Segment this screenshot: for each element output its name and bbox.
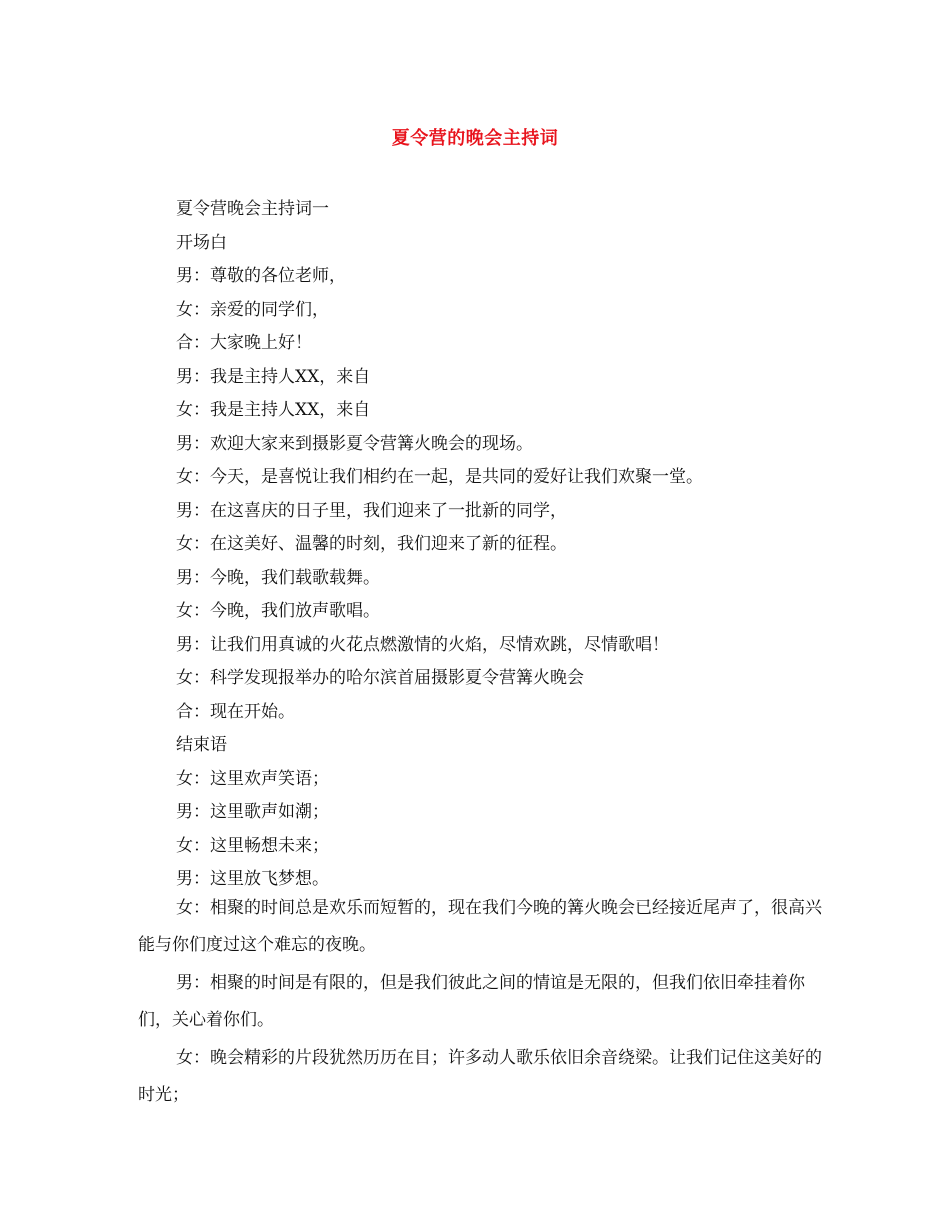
dialogue-line: 女：今天，是喜悦让我们相约在一起，是共同的爱好让我们欢聚一堂。 — [176, 467, 703, 487]
paragraph: 男：相聚的时间是有限的，但是我们彼此之间的情谊是无限的，但我们依旧牵挂着你们，关心着你们。 — [138, 973, 805, 1030]
paragraph: 女：晚会精彩的片段犹然历历在目；许多动人歌乐依旧余音绕梁。让我们记住这美好的时光； — [138, 1048, 822, 1105]
dialogue-line: 女：今晚，我们放声歌唱。 — [176, 601, 380, 621]
dialogue-line: 女：我是主持人XX，来自 — [176, 400, 371, 420]
section-heading-opening: 开场白 — [176, 232, 227, 253]
subtitle: 夏令营晚会主持词一 — [176, 199, 329, 219]
document-title: 夏令营的晚会主持词 — [391, 128, 559, 149]
dialogue-line: 合：大家晚上好！ — [176, 333, 312, 353]
dialogue-line: 女：亲爱的同学们， — [176, 299, 329, 320]
dialogue-line: 女：这里畅想未来； — [176, 835, 329, 856]
dialogue-line: 女：在这美好、温馨的时刻，我们迎来了新的征程。 — [176, 534, 567, 554]
dialogue-line: 男：在这喜庆的日子里，我们迎来了一批新的同学， — [176, 500, 567, 521]
section-heading-closing: 结束语 — [176, 735, 227, 755]
script-lines — [176, 193, 836, 897]
dialogue-line: 男：今晚，我们载歌载舞。 — [176, 567, 380, 588]
closing-paragraphs — [138, 890, 838, 1115]
dialogue-line: 男：这里放飞梦想。 — [176, 869, 329, 889]
dialogue-line: 男：欢迎大家来到摄影夏令营篝火晚会的现场。 — [176, 433, 533, 454]
dialogue-line: 男：我是主持人XX，来自 — [176, 366, 371, 387]
dialogue-line: 男：尊敬的各位老师， — [176, 266, 346, 286]
dialogue-line: 女：科学发现报举办的哈尔滨首届摄影夏令营篝火晚会 — [176, 668, 584, 688]
dialogue-line: 男：这里歌声如潮； — [176, 802, 329, 822]
dialogue-line: 合：现在开始。 — [176, 701, 295, 722]
dialogue-line: 女：这里欢声笑语； — [176, 768, 329, 789]
dialogue-line: 男：让我们用真诚的火花点燃激情的火焰，尽情欢跳，尽情歌唱！ — [176, 634, 669, 655]
paragraph: 女：相聚的时间总是欢乐而短暂的，现在我们今晚的篝火晚会已经接近尾声了，很高兴能与你们度过这个难忘的夜晚。 — [138, 898, 822, 955]
